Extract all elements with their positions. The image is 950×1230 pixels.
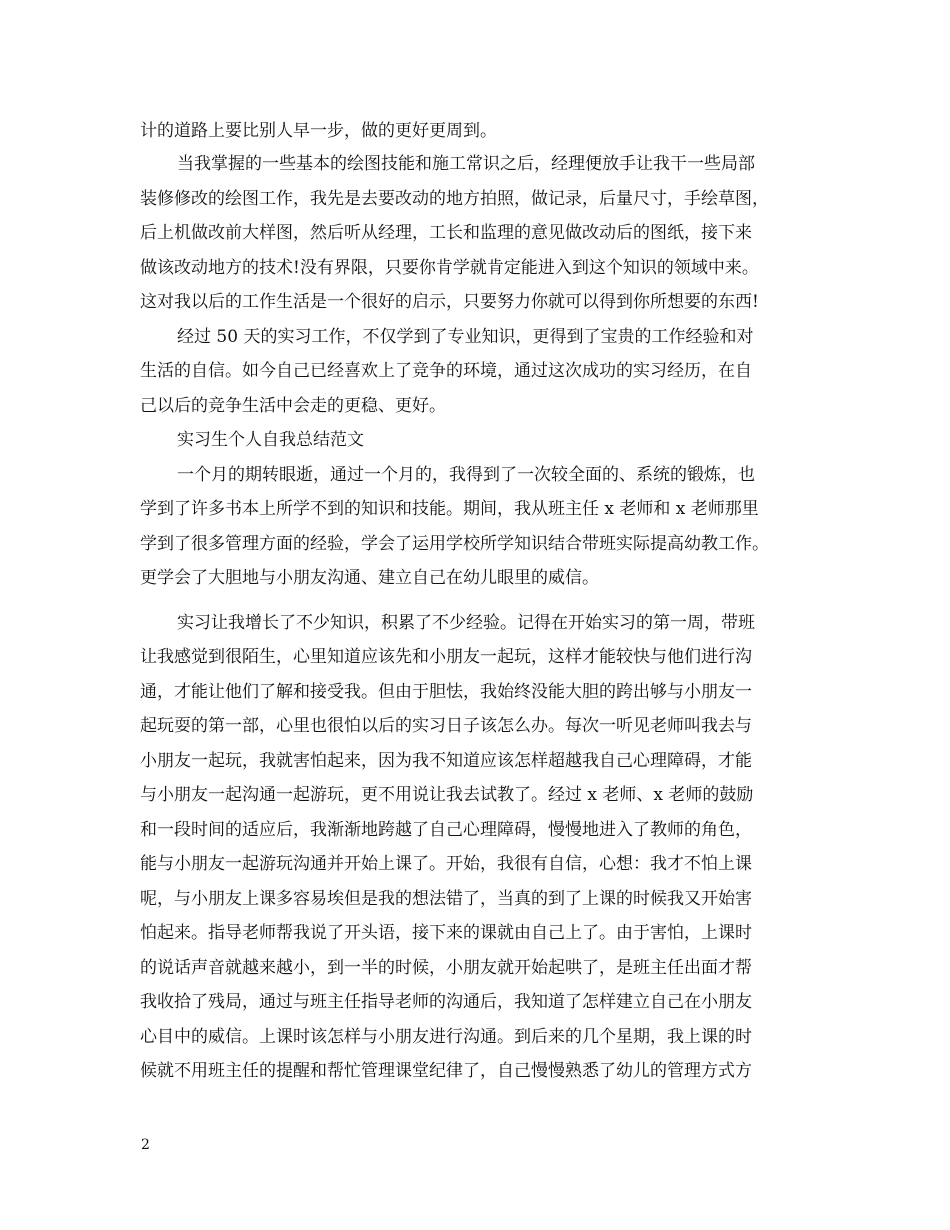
section-heading: 实习生个人自我总结范文 [177,430,364,450]
text-line: 候就不用班主任的提醒和帮忙管理课堂纪律了，自己慢慢熟悉了幼儿的管理方式方 [140,1061,752,1081]
text-line: 怕起来。指导老师帮我说了开头语，接下来的课就由自己上了。由于害怕，上课时 [140,923,752,943]
text-line: 我收拾了残局，通过与班主任指导老师的沟通后，我知道了怎样建立自己在小朋友 [140,992,752,1012]
text-line: 起玩耍的第一部，心里也很怕以后的实习日子该怎么办。每次一听见老师叫我去与 [140,716,752,736]
text-line: 小朋友一起玩，我就害怕起来，因为我不知道应该怎样超越我自己心理障碍，才能 [140,751,752,771]
paragraph-start-line: 当我掌握的一些基本的绘图技能和施工常识之后，经理便放手让我干一些局部 [177,154,755,174]
paragraph-start-line: 实习让我增长了不少知识，积累了不少经验。记得在开始实习的第一周，带班 [177,613,755,633]
text-line: 与小朋友一起沟通一起游玩，更不用说让我去试教了。经过 x 老师、x 老师的鼓励 [140,785,754,805]
text-line: 学到了很多管理方面的经验，学会了运用学校所学知识结合带班实际提高幼教工作。 [140,534,769,554]
text-line: 学到了许多书本上所学不到的知识和技能。期间，我从班主任 x 老师和 x 老师那里 [140,499,759,519]
text-line: 己以后的竞争生活中会走的更稳、更好。 [140,396,446,416]
text-line: 计的道路上要比别人早一步，做的更好更周到。 [140,121,497,141]
text-line: 让我感觉到很陌生，心里知道应该先和小朋友一起玩，这样才能较快与他们进行沟 [140,647,752,667]
page-number: 2 [141,1137,150,1153]
paragraph-start-line: 经过 50 天的实习工作，不仅学到了专业知识，更得到了宝贵的工作经验和对 [177,327,754,347]
text-line: 后上机做改前大样图，然后听从经理，工长和监理的意见做改动后的图纸，接下来 [140,223,752,243]
text-line: 能与小朋友一起游玩沟通并开始上课了。开始，我很有自信，心想：我才不怕上课 [140,854,752,874]
text-line: 做该改动地方的技术!没有界限，只要你肯学就肯定能进入到这个知识的领域中来。 [140,258,759,278]
paragraph-start-line: 一个月的期转眼逝，通过一个月的，我得到了一次较全面的、系统的锻炼，也 [177,465,755,485]
text-line: 通，才能让他们了解和接受我。但由于胆怯，我始终没能大胆的跨出够与小朋友一 [140,682,752,702]
text-line: 生活的自信。如今自己已经喜欢上了竞争的环境，通过这次成功的实习经历，在自 [140,361,752,381]
text-line: 的说话声音就越来越小，到一半的时候，小朋友就开始起哄了，是班主任出面才帮 [140,958,752,978]
text-line: 更学会了大胆地与小朋友沟通、建立自己在幼儿眼里的威信。 [140,568,599,588]
text-line: 心目中的威信。上课时该怎样与小朋友进行沟通。到后来的几个星期，我上课的时 [140,1027,752,1047]
text-line: 这对我以后的工作生活是一个很好的启示，只要努力你就可以得到你所想要的东西! [140,292,759,312]
text-line: 呢，与小朋友上课多容易埃但是我的想法错了，当真的到了上课的时候我又开始害 [140,889,752,909]
text-line: 装修修改的绘图工作，我先是去要改动的地方拍照，做记录，后量尺寸，手绘草图， [140,189,769,209]
text-line: 和一段时间的适应后，我渐渐地跨越了自己心理障碍，慢慢地进入了教师的角色， [140,820,752,840]
